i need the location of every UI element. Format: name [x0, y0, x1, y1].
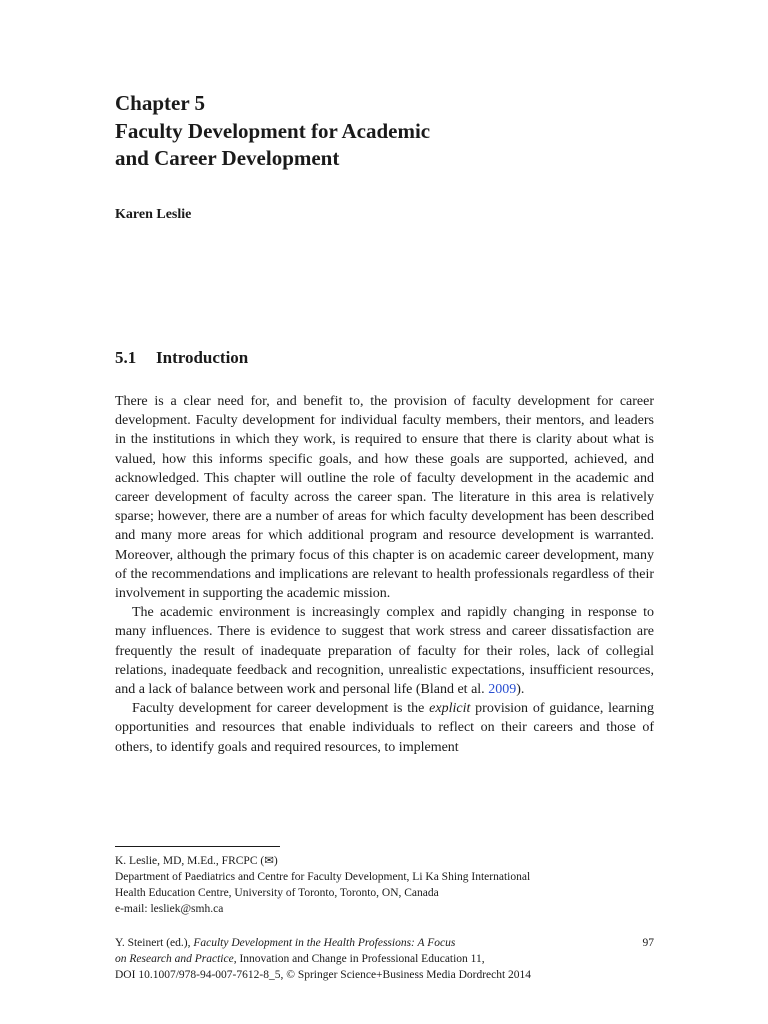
footer-line-1 [115, 935, 654, 951]
section-number: 5.1 [115, 348, 137, 367]
chapter-title-line-1: Faculty Development for Academic [115, 119, 431, 143]
body-text [115, 392, 654, 757]
footer-line-2 [115, 951, 654, 967]
paragraph-1: There is a clear need for, and benefit to, the provision of faculty development for career development. Faculty development for individual faculty members, their mentors, and leaders in the institutions in which they work, is required to ensure that there is clarity about what is valued, how this informs specific goals, and how these goals are supported, achieved, and acknowledged. This chapter will outline the role of faculty development in the academic and career development of faculty across the career span. The literature in this area is relatively sparse; however, there are a number of areas for which faculty development has been described and many more areas for which additional program and resource development is warranted. Moreover, although the primary focus of this chapter is on academic career development, many of the recommendations and implications are relevant to health professionals regardless of their involvement in supporting the academic mission. [115, 394, 654, 602]
citation-footer [115, 935, 654, 983]
paragraph-2-text: The academic environment is increasingly complex and rapidly changing in response to many influences. There is evidence to suggest that work stress and career dissatisfaction are frequently the result of inadequate preparation of faculty for their roles, lack of collegial relations, inadequate feedback and recognition, unrealistic expectations, insufficient resources, and a lack of balance between work and personal life (Bland et al. [115, 605, 654, 698]
affiliation-line-2: Department of Paediatrics and Centre for Faculty Development, Li Ka Shing International [115, 871, 531, 883]
paragraph-2 [115, 603, 654, 699]
footer-book-subtitle: on Research and Practice [115, 953, 234, 965]
footer-book-title: Faculty Development in the Health Professions: A Focus [193, 937, 456, 949]
author-affiliation [115, 853, 654, 917]
page-number: 97 [642, 937, 654, 949]
section-title: Introduction [156, 348, 249, 367]
footer-doi: DOI 10.1007/978-94-007-7612-8_5, © Springer Science+Business Media Dordrecht 2014 [115, 969, 532, 981]
section-heading [115, 348, 248, 368]
affiliation-line-3: Health Education Centre, University of Toronto, Toronto, ON, Canada [115, 887, 439, 899]
paragraph-3 [115, 699, 654, 757]
chapter-title [115, 118, 654, 172]
book-page [115, 0, 654, 1024]
author-name: Karen Leslie [115, 207, 192, 222]
footer-editor: Y. Steinert (ed.), [115, 937, 194, 949]
affiliation-email: e-mail: lesliek@smh.ca [115, 903, 224, 915]
affiliation-line-1: K. Leslie, MD, M.Ed., FRCPC (✉) [115, 855, 278, 867]
chapter-title-line-2: and Career Development [115, 146, 340, 170]
footer-series: , Innovation and Change in Professional Education 11, [233, 953, 485, 965]
footnote-divider [115, 846, 280, 847]
paragraph-3-rest: provision of guidance, learning opportunities and resources that enable individuals to reflect on their careers and those of others, to identify goals and required resources, to implement [115, 701, 655, 755]
citation-link[interactable]: 2009 [488, 682, 517, 698]
chapter-label: Chapter 5 [115, 91, 206, 115]
paragraph-2-end: ). [516, 682, 525, 698]
paragraph-3-emphasis: explicit [429, 701, 471, 717]
paragraph-3-start: Faculty development for career development is the [132, 701, 430, 717]
